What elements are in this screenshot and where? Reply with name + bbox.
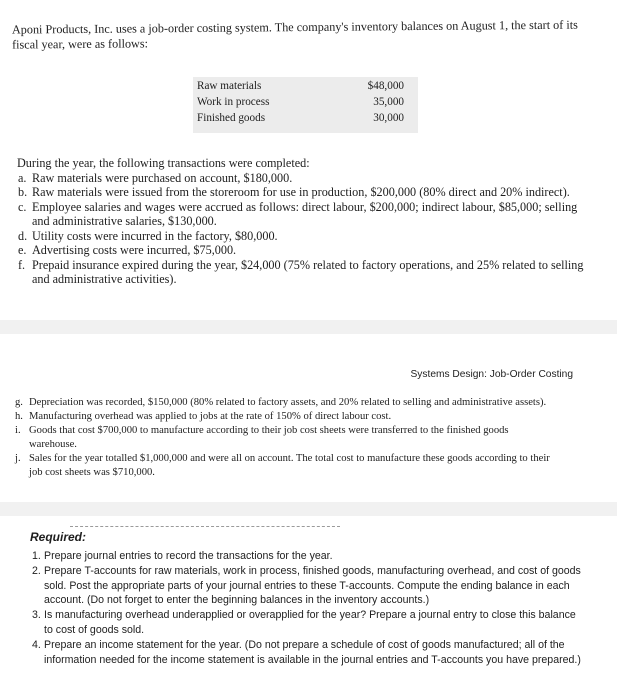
item-text: Advertising costs were incurred, $75,000.: [32, 243, 237, 257]
requirements-list: [31, 549, 583, 667]
inventory-label: Finished goods: [197, 112, 266, 124]
item-marker: b.: [18, 185, 28, 199]
inventory-label: Raw materials: [197, 80, 262, 92]
item-text: Prepare journal entries to record the transactions for the year.: [44, 550, 333, 562]
item-text: Utility costs were incurred in the factory, $80,000.: [32, 228, 278, 243]
page-header: Systems Design: Job-Order Costing: [410, 369, 573, 380]
item-text: Is manufacturing overhead underapplied or overapplied for the year? Prepare a journal entry to close this balance to cost of goods sold.: [44, 609, 576, 636]
item-marker: 3.: [32, 609, 41, 622]
list-item: [14, 424, 554, 452]
item-marker: 2.: [32, 564, 41, 577]
list-item: [31, 564, 583, 608]
inventory-amount: 30,000: [373, 112, 404, 124]
item-text: Goods that cost $700,000 to manufacture according to their job cost sheets were transferred to the finished goods warehouse.: [29, 425, 509, 450]
list-item: [17, 229, 597, 244]
panel-separator: [0, 320, 617, 334]
item-text: Prepaid insurance expired during the year, $24,000 (75% related to factory operations, and 25% related to selling and administrative activities).: [32, 257, 584, 286]
item-marker: g.: [15, 397, 23, 408]
inventory-amount: 35,000: [373, 96, 404, 108]
item-marker: a.: [18, 170, 27, 185]
transactions-list: [17, 171, 597, 287]
list-item: [14, 396, 554, 410]
list-item: [14, 452, 554, 480]
list-item: [14, 410, 554, 424]
item-text: Manufacturing overhead was applied to jobs at the rate of 150% of direct labour cost.: [29, 411, 392, 422]
item-text: Prepare an income statement for the year. (Do not prepare a schedule of cost of goods manufactured; all of the information needed for the income statement is available in the journal entries and T-accounts you have prepared.): [44, 638, 581, 666]
list-item: [31, 638, 583, 668]
item-marker: h.: [15, 411, 23, 422]
list-item: [17, 171, 597, 186]
list-item: [17, 258, 597, 287]
transactions-list-continued: [14, 396, 554, 480]
required-heading: Required:: [30, 530, 87, 544]
item-marker: e.: [18, 243, 27, 257]
item-text: Raw materials were purchased on account, $180,000.: [32, 170, 293, 185]
problem-panel-3: [0, 516, 617, 700]
list-item: [31, 549, 583, 564]
list-item: [17, 243, 597, 258]
item-marker: d.: [18, 228, 28, 243]
problem-panel-2: [0, 334, 617, 502]
item-text: Employee salaries and wages were accrued as follows: direct labour, $200,000; indirect labour, $85,000; selling and administrative salaries, $130,000.: [32, 199, 578, 228]
item-marker: 1.: [32, 550, 41, 562]
panel-separator: [0, 502, 617, 516]
intro-paragraph: Aponi Products, Inc. uses a job-order costing system. The company's inventory balances on August 1, the start of its fiscal year, were as follows:: [11, 17, 578, 52]
item-text: Prepare T-accounts for raw materials, work in process, finished goods, manufacturing overhead, and cost of goods sold. Post the appropriate parts of your journal entries to these T-accounts. Compute the ending balance in each account. (Do not forget to enter the beginning balances in the inventory accounts.): [44, 564, 581, 607]
item-marker: j.: [15, 453, 21, 464]
dashed-divider: [70, 526, 340, 527]
item-text: Depreciation was recorded, $150,000 (80% related to factory assets, and 20% related to selling and administrative assets).: [29, 397, 547, 408]
table-row: [193, 96, 418, 112]
inventory-amount: $48,000: [367, 80, 404, 92]
item-marker: c.: [18, 199, 27, 214]
item-marker: f.: [18, 257, 26, 272]
item-marker: i.: [15, 425, 21, 436]
item-marker: 4.: [32, 638, 41, 651]
table-row: [193, 80, 418, 96]
transactions-section: [17, 156, 597, 287]
item-text: Raw materials were issued from the storeroom for use in production, $200,000 (80% direct and 20% indirect).: [32, 185, 570, 199]
inventory-balances-table: [193, 77, 418, 133]
list-item: [31, 608, 583, 638]
table-row: [193, 112, 418, 128]
list-item: [17, 200, 597, 229]
problem-panel-1: [0, 0, 617, 320]
transactions-intro: During the year, the following transactions were completed:: [17, 156, 310, 170]
item-text: Sales for the year totalled $1,000,000 and were all on account. The total cost to manufacture these goods according to their job cost sheets was $710,000.: [29, 453, 550, 478]
list-item: [17, 185, 597, 200]
inventory-label: Work in process: [197, 96, 270, 108]
